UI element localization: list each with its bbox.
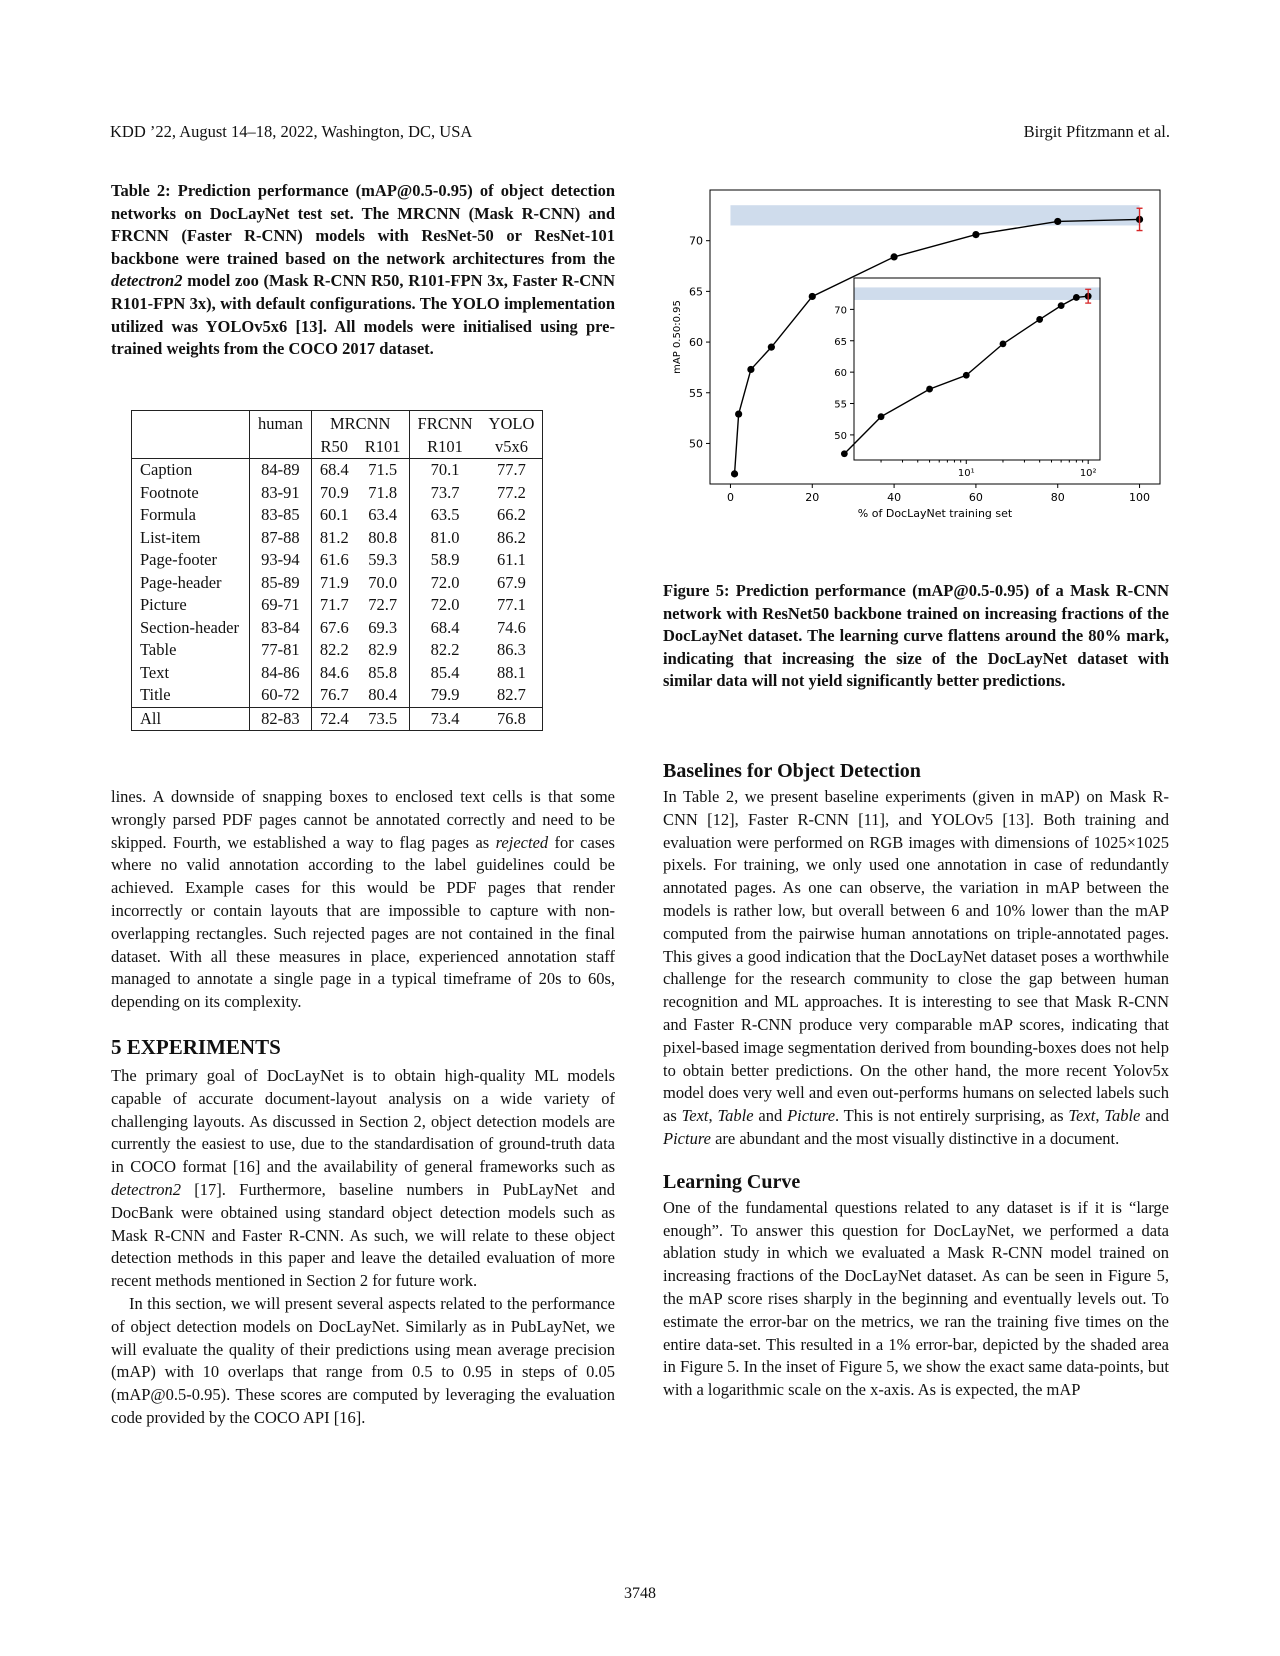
table-cell: 72.7 — [357, 594, 409, 617]
text-run: , — [1095, 1106, 1105, 1126]
table-cell: Page-footer — [132, 549, 250, 572]
table-cell: 59.3 — [357, 549, 409, 572]
table-head-v5x6: v5x6 — [494, 436, 528, 456]
inset-error-band — [854, 287, 1100, 300]
table-cell: 85.4 — [430, 662, 460, 682]
italic-run: Table — [717, 1106, 754, 1126]
text-run: are abundant and the most visually distinctive in a document. — [710, 1128, 1120, 1148]
table-head-r101: R101 — [357, 436, 409, 459]
text-run: . This is not entirely surprising, as — [835, 1106, 1069, 1126]
text-run: and — [1140, 1106, 1170, 1126]
table-cell: 60-72 — [249, 684, 311, 707]
inset-data-point — [1058, 302, 1065, 309]
table-cell: 72.0 — [430, 572, 460, 592]
table-head-yolo: YOLO — [488, 414, 535, 433]
table-cell: 82-83 — [249, 707, 311, 731]
subsection-heading-baselines: Baselines for Object Detection — [663, 760, 921, 782]
y-tick-label: 55 — [689, 386, 703, 400]
inset-data-point — [1036, 316, 1043, 323]
x-tick-label: 80 — [1050, 491, 1065, 504]
table-head-frcnn-r101: R101 — [427, 436, 463, 456]
text-run: , — [708, 1106, 718, 1126]
subsection-heading-learning-curve: Learning Curve — [663, 1170, 801, 1193]
table-cell: Caption — [132, 459, 250, 482]
table-cell: 67.6 — [319, 617, 349, 637]
table-cell: 67.9 — [497, 572, 526, 592]
table-cell: 70.0 — [357, 572, 409, 595]
table-cell: 76.8 — [481, 707, 543, 731]
table-cell: Text — [132, 662, 250, 685]
inset-data-point — [878, 413, 885, 420]
italic-run: Picture — [663, 1128, 711, 1148]
table-cell: Picture — [132, 594, 250, 617]
table-caption-italic: detectron2 — [111, 271, 183, 291]
running-header-right: Birgit Pfitzmann et al. — [1023, 122, 1170, 141]
italic-run: Table — [1104, 1106, 1141, 1126]
table-cell: 77.2 — [497, 482, 526, 502]
table-cell: 71.9 — [319, 572, 349, 592]
table-cell: 83-91 — [249, 482, 311, 505]
inset-y-tick-label: 50 — [834, 430, 847, 442]
paragraph — [111, 1065, 615, 1293]
inset-y-tick-label: 70 — [834, 305, 847, 317]
table-row-all — [132, 707, 543, 731]
left-column-text — [111, 786, 615, 1430]
data-point — [768, 344, 775, 351]
table-cell: Table — [132, 639, 250, 662]
table-cell: 86.2 — [497, 527, 526, 547]
table-row — [132, 459, 543, 482]
table-cell: Page-header — [132, 572, 250, 595]
y-tick-label: 65 — [689, 285, 703, 299]
paragraph: One of the fundamental questions related to any dataset is if it is “large enough”. To answer this question for DocLayNet, we performed a data ablation study in which we evaluated a Mask R-CNN model trained on increasing fractions of the DocLayNet dataset. As can be seen in Figure 5, the mAP score rises sharply in the beginning and eventually levels out. To estimate the error-bar on the metrics, we ran the training five times on the entire data-set. This resulted in a 1% error-bar, depicted by the shaded area in Figure 5. In the inset of Figure 5, we show the exact same data-points, but with a logarithmic scale on the x-axis. As is expected, the mAP — [663, 1197, 1169, 1400]
x-tick-label: 40 — [887, 491, 902, 504]
data-point — [731, 470, 738, 477]
table-cell: 84.6 — [319, 662, 349, 682]
text-run: and — [753, 1106, 788, 1126]
table-head-empty — [249, 436, 311, 459]
table-row — [132, 549, 543, 572]
table-cell: 85.8 — [357, 662, 409, 685]
table-cell: 60.1 — [319, 505, 349, 524]
table-cell: 82.2 — [430, 640, 460, 659]
table-cell: 71.8 — [357, 482, 409, 505]
table-cell: 83-84 — [249, 617, 311, 640]
paragraph — [663, 786, 1169, 1151]
data-point — [1054, 218, 1061, 225]
table-head-empty — [132, 436, 250, 459]
table-cell: 85-89 — [249, 572, 311, 595]
table-cell: 77.1 — [497, 595, 526, 614]
table-caption — [111, 180, 615, 361]
text-run: lines. A downside of snapping boxes to enclosed text cells is that some wrongly parsed PDF pages cannot be annotated correctly and need to be skipped. Fourth, we established a way to flag pages as — [111, 787, 615, 852]
table-cell: 82.7 — [497, 685, 526, 704]
italic-run: detectron2 — [111, 1179, 181, 1199]
results-table — [131, 410, 543, 731]
table-head-r50: R50 — [320, 436, 349, 456]
table-head-human: human — [249, 411, 311, 436]
table-cell: 71.7 — [319, 595, 349, 614]
page-number: 3748 — [624, 1585, 656, 1602]
table-row — [132, 617, 543, 640]
table-row — [132, 482, 543, 505]
table-caption-text-2: model zoo (Mask R-CNN R50, R101-FPN 3x, Faster R-CNN R101-FPN 3x), with default configurations. The YOLO implementation utilized was YOLOv5x6 [13]. All models were initialised using pre-trained weights from the COCO 2017 dataset. — [111, 271, 615, 359]
paragraph — [111, 786, 615, 1014]
table-head-empty — [132, 411, 250, 436]
table-cell: 61.6 — [319, 550, 349, 569]
table-cell: 73.4 — [409, 707, 481, 731]
italic-run: Picture — [787, 1106, 836, 1126]
table-cell: 83-85 — [249, 504, 311, 527]
table-head-mrcnn: MRCNN — [311, 411, 409, 436]
text-run: In Table 2, we present baseline experiments (given in mAP) on Mask R-CNN [12], Faster R-CNN [11], and YOLOv5 [13]. Both training and evaluation were performed on RGB images with dimensions of 1025×1025 pixels. For training, we only used one annotation in case of redundantly annotated pages. As one can observe, the variation in mAP between the models is rather low, but overall between 6 and 10% lower than the mAP computed from the pairwise human annotations on triple-annotated pages. This gives a good indication that the DocLayNet dataset poses a worthwhile challenge for the research community to close the gap between human recognition and ML approaches. It is interesting to see that Mask R-CNN and Faster R-CNN produce very comparable mAP scores, indicating that pixel-based image segmentation derived from bounding-boxes does not help to obtain better predictions. On the other hand, the more recent Yolov5x model does very well and even out-performs humans on selected labels such as — [663, 787, 1169, 1126]
table-cell: 79.9 — [430, 685, 460, 704]
y-tick-label: 60 — [689, 336, 703, 350]
inset-y-tick-label: 55 — [834, 399, 847, 411]
figure-caption: Figure 5: Prediction performance (mAP@0.5-0.95) of a Mask R-CNN network with ResNet50 backbone trained on increasing fractions of the DocLayNet dataset. The learning curve flattens around the 80% mark, indicating that increasing the size of the DocLayNet dataset with similar data will not yield significantly better predictions. — [663, 581, 1169, 691]
table-cell: 63.4 — [357, 504, 409, 527]
table-cell: 86.3 — [497, 640, 526, 659]
table-cell: 81.0 — [430, 527, 460, 547]
x-tick-label: 0 — [726, 491, 734, 504]
table-cell: 58.9 — [430, 550, 460, 569]
table-cell: 82.2 — [319, 640, 349, 659]
running-header-left: KDD ’22, August 14–18, 2022, Washington, DC, USA — [110, 122, 473, 141]
data-point — [890, 253, 897, 260]
section-heading: 5 EXPERIMENTS — [111, 1034, 281, 1059]
table-cell: 74.6 — [497, 617, 526, 637]
table-cell: 77.7 — [481, 459, 543, 482]
x-axis-label: % of DocLayNet training set — [857, 507, 1013, 520]
table-cell: 68.4 — [430, 617, 460, 637]
y-tick-label: 70 — [689, 234, 703, 248]
inset-x-tick-label: 10² — [1079, 468, 1097, 479]
table-head-frcnn: FRCNN — [417, 414, 473, 433]
text-run: The primary goal of DocLayNet is to obtain high-quality ML models capable of accurate document-layout analysis on a wide variety of challenging layouts. As discussed in Section 2, object detection models are currently the easiest to use, due to the standardisation of ground-truth data in COCO format [16] and the availability of general frameworks such as — [111, 1065, 615, 1177]
table-row — [132, 684, 543, 707]
learning-curve-chart — [668, 180, 1168, 550]
table-cell: Title — [132, 684, 250, 707]
italic-run: Text — [681, 1106, 709, 1126]
inset-data-point — [841, 450, 848, 457]
italic-run: rejected — [495, 832, 549, 852]
table-cell: 73.5 — [357, 707, 409, 731]
data-point — [735, 410, 742, 417]
table-row — [132, 572, 543, 595]
inset-data-point — [926, 386, 933, 393]
table-cell: 80.4 — [357, 684, 409, 707]
x-tick-label: 60 — [968, 491, 983, 504]
table-cell: 69.3 — [357, 617, 409, 640]
table-cell: Section-header — [132, 617, 250, 640]
data-point — [972, 231, 979, 238]
table-cell: 81.2 — [319, 527, 349, 547]
table-cell: 71.5 — [357, 459, 409, 482]
table-cell: 63.5 — [430, 505, 460, 524]
table-cell: 76.7 — [319, 685, 349, 704]
table-caption-text-1: Table 2: Prediction performance (mAP@0.5-0.95) of object detection networks on DocLayNet test set. The MRCNN (Mask R-CNN) and FRCNN (Faster R-CNN) models with ResNet-50 or ResNet-101 backbone were trained based on the network architectures from the — [111, 181, 615, 268]
table-cell: List-item — [132, 527, 250, 550]
y-axis-label: mAP 0.50:0.95 — [672, 300, 683, 374]
right-column-text — [663, 758, 1169, 1402]
table-cell: 73.7 — [430, 482, 460, 502]
inset-data-point — [963, 372, 970, 379]
paragraph: In this section, we will present several aspects related to the performance of object detection models on DocLayNet. Similarly as in PubLayNet, we will evaluate the quality of their predictions using mean average precision (mAP) with 10 overlaps that range from 0.5 to 0.95 in steps of 0.05 (mAP@0.5-0.95). These scores are computed by leveraging the evaluation code provided by the COCO API [16]. — [111, 1293, 615, 1427]
x-tick-label: 100 — [1129, 491, 1151, 504]
table-cell: 72.0 — [430, 595, 460, 614]
table-row — [132, 662, 543, 685]
table-cell: 61.1 — [497, 550, 526, 569]
table-cell: 87-88 — [249, 527, 311, 550]
inset-y-tick-label: 60 — [834, 368, 847, 380]
data-point — [809, 293, 816, 300]
text-run: [17]. Furthermore, baseline numbers in PubLayNet and DocBank were obtained using standard object detection models such as Mask R-CNN and Faster R-CNN. As such, we will relate to these object detection methods in this paper and leave the detailed evaluation of more recent methods mentioned in Section 2 for future work. — [111, 1179, 615, 1291]
table-cell: 70.9 — [319, 482, 349, 502]
table-row — [132, 527, 543, 550]
table-cell: 77-81 — [249, 639, 311, 662]
table-cell: 82.9 — [357, 639, 409, 662]
table-cell: 66.2 — [497, 505, 526, 524]
table-cell: 72.4 — [311, 707, 356, 731]
table-cell: 84-86 — [249, 662, 311, 685]
table-row — [132, 504, 543, 527]
table-cell: 68.4 — [311, 459, 356, 482]
table-cell: All — [132, 707, 250, 731]
inset-data-point — [1000, 340, 1007, 347]
inset-x-tick-label: 10¹ — [957, 468, 975, 479]
inset-y-tick-label: 65 — [834, 336, 847, 348]
x-tick-label: 20 — [805, 491, 820, 504]
error-band — [730, 205, 1139, 225]
table-row — [132, 594, 543, 617]
data-point — [747, 366, 754, 373]
inset-data-point — [1073, 294, 1080, 301]
table-cell: Formula — [132, 504, 250, 527]
table-cell: 70.1 — [409, 459, 481, 482]
table-cell: 80.8 — [357, 527, 409, 550]
italic-run: Text — [1068, 1106, 1096, 1126]
table-cell: 93-94 — [249, 549, 311, 572]
table-cell: 69-71 — [249, 594, 311, 617]
table-cell: 84-89 — [249, 459, 311, 482]
table-cell: Footnote — [132, 482, 250, 505]
text-run: for cases where no valid annotation according to the label guidelines could be achieved. Example cases for this would be PDF pages that render incorrectly or contain layouts that are impossible to capture with non-overlapping rectangles. Such rejected pages are not contained in the final dataset. With all these measures in place, experienced annotation staff managed to annotate a single page in a typical timeframe of 20s to 60s, depending on its complexity. — [111, 832, 615, 1012]
table-cell: 88.1 — [497, 662, 526, 682]
table-body — [132, 459, 543, 708]
y-tick-label: 50 — [689, 437, 703, 451]
table-row — [132, 639, 543, 662]
